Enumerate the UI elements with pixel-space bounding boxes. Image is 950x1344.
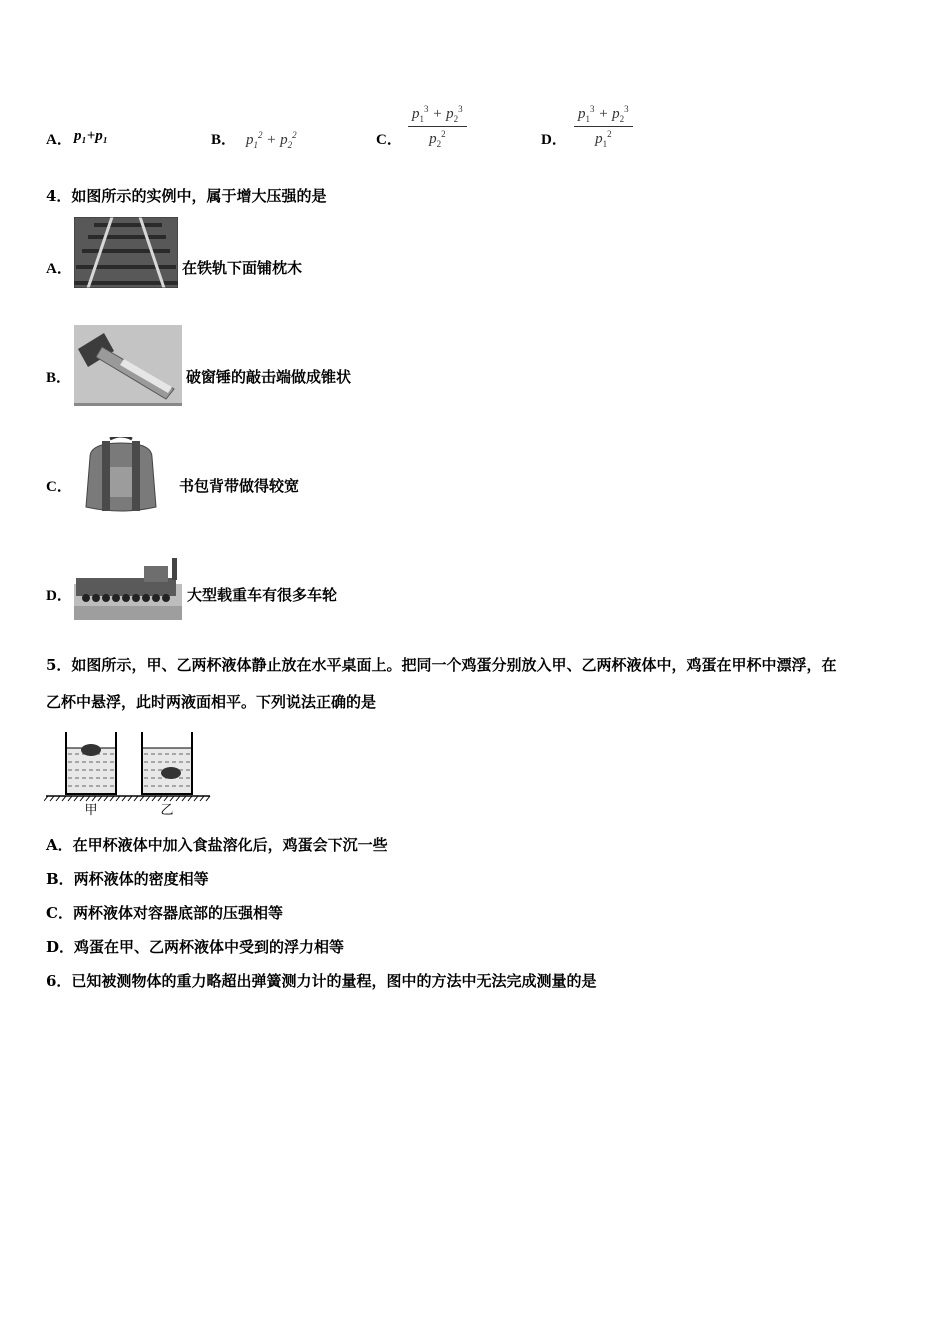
q4-option-d-label: D． [46, 588, 72, 604]
q3-option-c-fraction: $\frac{p_1^3 + p_2^3}{p_2^2}$ [408, 104, 467, 149]
q3-option-d-label: D． [541, 132, 567, 148]
q4-option-d-text: 大型载重车有很多车轮 [187, 586, 338, 604]
q5-stem-line2: 乙杯中悬浮，此时两液面相平。下列说法正确的是 [46, 693, 377, 711]
railway-track-photo [74, 217, 178, 288]
q4-option-c-label: C． [46, 479, 72, 495]
q3-option-a-formula: p₁+p₁ [74, 128, 109, 144]
backpack-photo [80, 437, 162, 515]
q5-option-c: C．两杯液体对容器底部的压强相等 [46, 904, 283, 922]
q4-option-b-label: B． [46, 370, 72, 386]
egg-in-cups-diagram [44, 730, 214, 820]
q3-option-b-label: B． [211, 132, 237, 148]
q3-option-d-fraction: $\frac{p_1^3 + p_2^3}{p_1^2}$ [574, 104, 633, 149]
q3-option-b-formula: $p_1^2 + p_2^2$ [246, 130, 297, 150]
q4-option-a-label: A． [46, 261, 72, 277]
q5-stem-line1: 5．如图所示，甲、乙两杯液体静止放在水平桌面上。把同一个鸡蛋分别放入甲、乙两杯液体中，鸡蛋在甲杯中漂浮，在 [46, 656, 837, 674]
q5-option-d: D．鸡蛋在甲、乙两杯液体中受到的浮力相等 [46, 938, 345, 956]
q4-option-c-text: 书包背带做得较宽 [179, 477, 300, 495]
q6-stem: 6．已知被测物体的重力略超出弹簧测力计的量程，图中的方法中无法完成测量的是 [46, 972, 597, 990]
heavy-truck-photo [74, 556, 182, 626]
cup-jia [66, 732, 116, 794]
q4-option-a-text: 在铁轨下面铺枕木 [182, 259, 303, 277]
cup-yi [142, 732, 192, 794]
q3-option-c-label: C． [376, 132, 402, 148]
cup-label-jia: 甲 [84, 803, 98, 818]
cup-label-yi: 乙 [160, 803, 174, 818]
q5-option-a: A．在甲杯液体中加入食盐溶化后，鸡蛋会下沉一些 [46, 836, 388, 854]
q4-option-b-text: 破窗锤的敲击端做成锥状 [186, 368, 352, 386]
safety-hammer-photo [74, 325, 182, 406]
q4-stem: 4．如图所示的实例中，属于增大压强的是 [46, 187, 327, 205]
q5-option-b: B．两杯液体的密度相等 [46, 870, 209, 888]
q3-option-a-label: A． [46, 132, 72, 148]
